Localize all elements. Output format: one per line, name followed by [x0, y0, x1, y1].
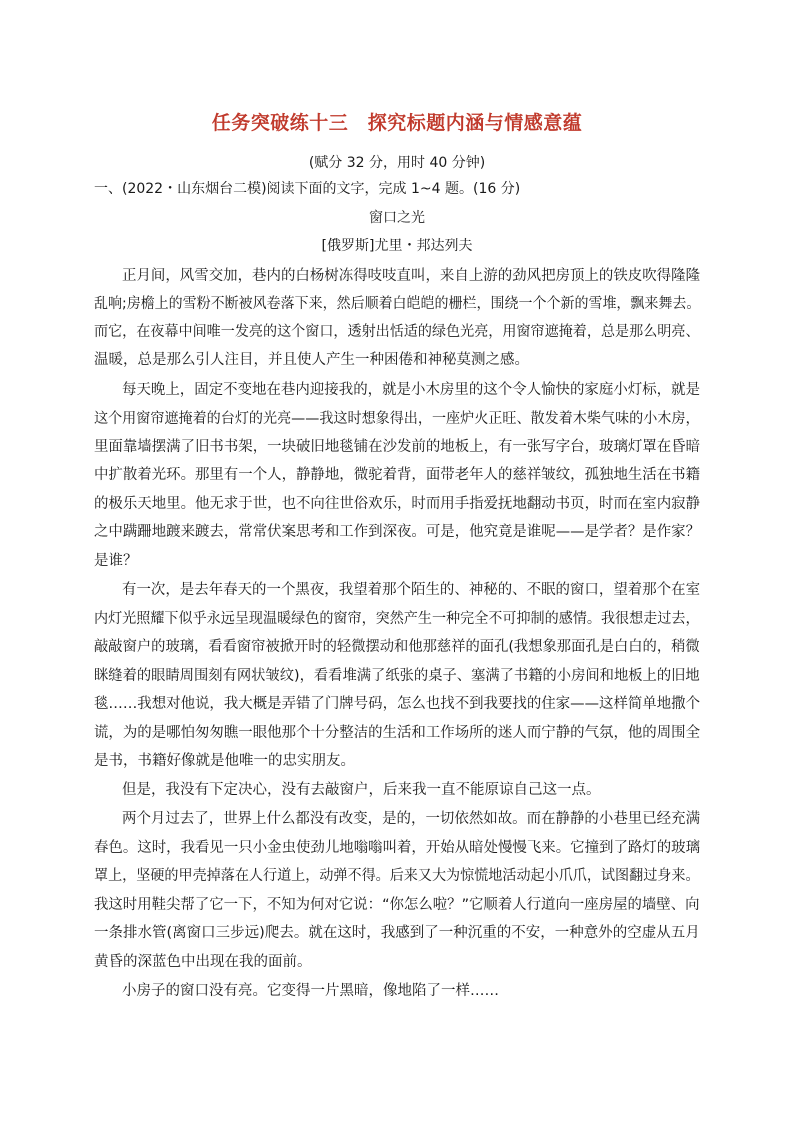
body-line: 黄昏的深蓝色中出现在我的面前。	[94, 954, 312, 970]
question-intro: 一、(2022・山东烟台二模)阅读下面的文字，完成 1~4 题。(16 分)	[94, 181, 521, 197]
body-line: 一条排水管(离窗口三步远)爬去。就在这时，我感到了一种沉重的不安，一种意外的空虚从五月	[94, 925, 700, 941]
body-line: 有一次，是去年春天的一个黑夜，我望着那个陌生的、神秘的、不眠的窗口，望着那个在室	[122, 582, 701, 598]
body-line: 我这时用鞋尖帮了它一下，不知为何对它说：“你怎么啦？”它顺着人行道向一座房屋的墙壁、向	[94, 897, 700, 913]
body-line: 之中蹒跚地踱来踱去，常常伏案思考和工作到深夜。可是，他究竟是谁呢——是学者？是作家？	[94, 524, 701, 540]
body-line: 而它，在夜幕中间唯一发亮的这个窗口，透射出恬适的绿色光亮，用窗帘遮掩着，总是那么明亮、	[94, 324, 700, 340]
body-line: 谎，为的是哪怕匆匆瞧一眼他那个十分整洁的生活和工作场所的迷人而宁静的气氛，他的周围全	[94, 725, 701, 741]
body-line: 是谁？	[94, 553, 138, 569]
body-line: 内灯光照耀下似乎永远呈现温暖绿色的窗帘，突然产生一种完全不可抑制的感情。我很想走过去，	[94, 611, 700, 627]
body-line: 正月间，风雪交加，巷内的白杨树冻得吱吱直叫，来自上游的劲风把房顶上的铁皮吹得隆隆	[122, 268, 701, 284]
score-info: (赋分 32 分，用时 40 分钟)	[308, 155, 486, 171]
body-line: 是书，书籍好像就是他唯一的忠实朋友。	[94, 753, 355, 769]
body-line: 里面靠墙摆满了旧书书架，一块破旧地毯铺在沙发前的地板上，有一张写字台，玻璃灯罩在昏暗	[94, 439, 701, 455]
article-author: [俄罗斯]尤里・邦达列夫	[321, 238, 473, 254]
article-title: 窗口之光	[369, 210, 425, 226]
body-line: 的极乐天地里。他无求于世，也不向往世俗欢乐，时而用手指爱抚地翻动书页，时而在室内寂静	[94, 496, 701, 512]
body-line: 温暖，总是那么引人注目，并且使人产生一种困倦和神秘莫测之感。	[94, 352, 529, 368]
body-line: 乱响;房檐上的雪粉不断被风卷落下来，然后顺着白皑皑的栅栏，围绕一个个新的雪堆，飘来舞去。	[94, 296, 701, 312]
body-line: 但是，我没有下定决心，没有去敲窗户，后来我一直不能原谅自己这一点。	[122, 782, 601, 798]
body-line: 眯缝着的眼睛周围刻有网状皱纹)，看看堆满了纸张的桌子、塞满了书籍的小房间和地板上的旧地	[94, 668, 700, 684]
body-line: 每天晚上，固定不变地在巷内迎接我的，就是小木房里的这个令人愉快的家庭小灯标，就是	[122, 382, 701, 398]
body-line: 两个月过去了，世界上什么都没有改变，是的，一切依然如故。而在静静的小巷里已经充满	[122, 811, 701, 827]
body-line: 罩上，坚硬的甲壳掉落在人行道上，动弹不得。后来又大为惊慌地活动起小爪爪，试图翻过身来。	[94, 868, 700, 884]
page-title: 任务突破练十三 探究标题内涵与情感意蕴	[211, 112, 583, 134]
body-line: 春色。这时，我看见一只小金虫使劲儿地嗡嗡叫着，开始从暗处慢慢飞来。它撞到了路灯的玻璃	[94, 840, 701, 856]
body-line: 敲敲窗户的玻璃，看看窗帘被掀开时的轻微摆动和他那慈祥的面孔(我想象那面孔是白白的，稍微	[94, 639, 700, 655]
body-line: 中扩散着光环。那里有一个人，静静地，微驼着背，面带老年人的慈祥皱纹，孤独地生活在书籍	[94, 467, 701, 483]
body-line: 毯……我想对他说，我大概是弄错了门牌号码，怎么也找不到我要找的住家——这样简单地撒个	[94, 696, 701, 712]
body-line: 这个用窗帘遮掩着的台灯的光亮——我这时想象得出，一座炉火正旺、散发着木柴气味的小木房，	[94, 411, 700, 427]
body-line: 小房子的窗口没有亮。它变得一片黑暗，像地陷了一样……	[122, 983, 499, 999]
